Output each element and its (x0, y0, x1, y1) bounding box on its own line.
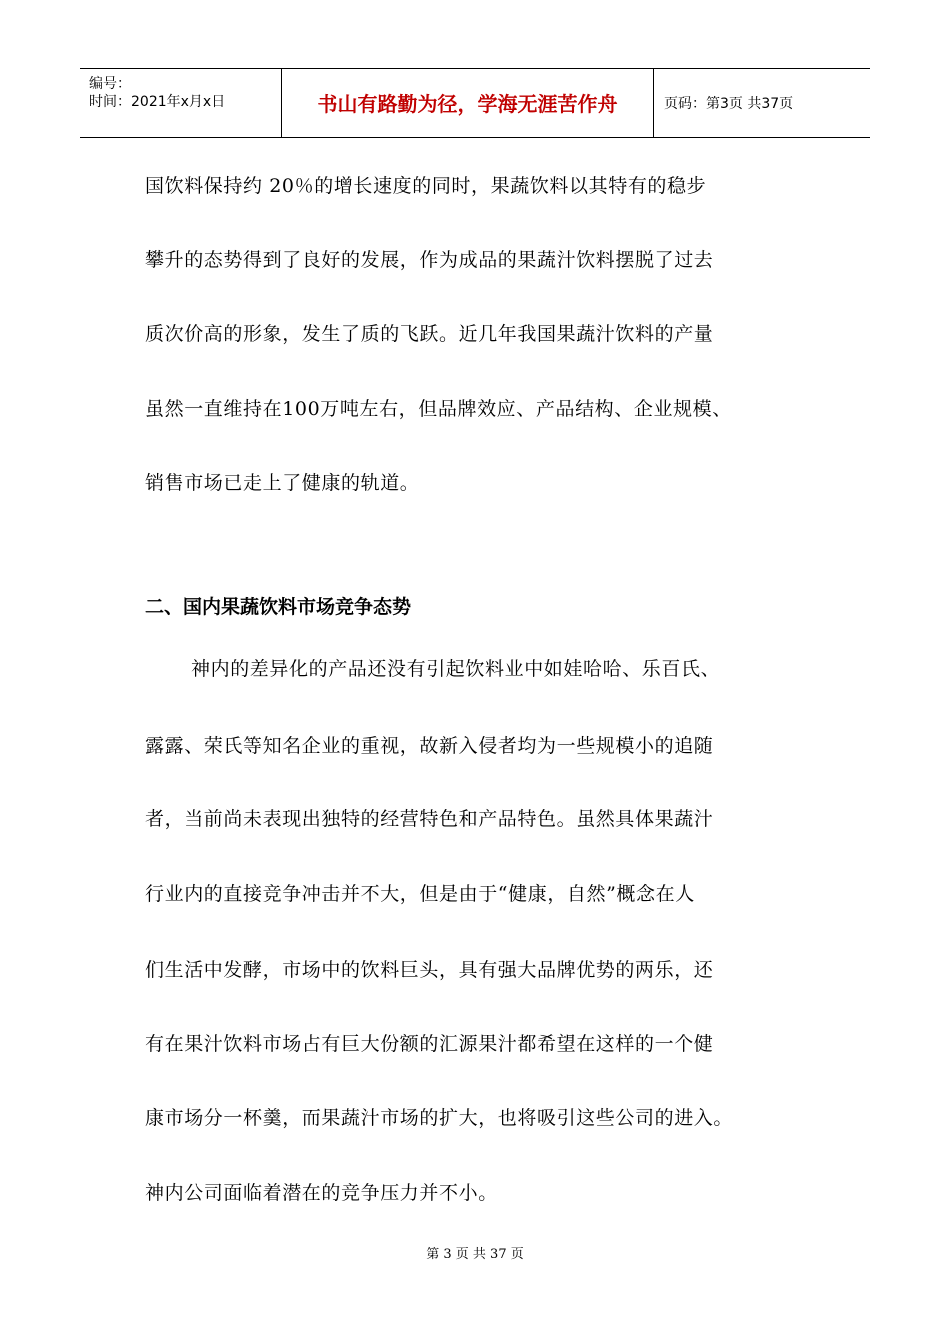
paragraph-1-line-5: 销售市场已走上了健康的轨道。 (145, 472, 420, 494)
document-number-label: 编号： (89, 76, 131, 92)
paragraph-2-line-2: 露露、荣氏等知名企业的重视，故新入侵者均为一些规模小的追随 (145, 735, 714, 757)
header-page-cell (654, 69, 870, 137)
paragraph-2-line-8: 神内公司面临着潜在的竞争压力并不小。 (145, 1182, 498, 1204)
paragraph-2-line-4: 行业内的直接竞争冲击并不大，但是由于“健康，自然”概念在人 (145, 883, 695, 905)
paragraph-1-line-2: 攀升的态势得到了良好的发展，作为成品的果蔬汁饮料摆脱了过去 (145, 249, 714, 271)
paragraph-2-line-5: 们生活中发酵，市场中的饮料巨头，具有强大品牌优势的两乐，还 (145, 959, 714, 981)
paragraph-1-line-4: 虽然一直维持在100万吨左右，但品牌效应、产品结构、企业规模、 (145, 398, 732, 420)
paragraph-1-line-1: 国饮料保持约 20％的增长速度的同时，果蔬饮料以其特有的稳步 (145, 175, 707, 197)
section-heading: 二、国内果蔬饮料市场竞争态势 (145, 596, 412, 618)
header-motto-cell (282, 69, 654, 137)
header-info-cell (80, 69, 282, 137)
header-page-info: 页码：第3页 共37页 (664, 96, 794, 112)
document-date: 时间：2021年x月x日 (89, 94, 226, 110)
paragraph-2-line-3: 者，当前尚未表现出独特的经营特色和产品特色。虽然具体果蔬汁 (145, 808, 714, 830)
page-header (80, 68, 870, 138)
paragraph-2-line-7: 康市场分一杯羹，而果蔬汁市场的扩大，也将吸引这些公司的进入。 (145, 1107, 734, 1129)
header-motto: 书山有路勤为径，学海无涯苦作舟 (317, 92, 618, 116)
page-footer: 第 3 页 共 37 页 (426, 1247, 524, 1262)
paragraph-2-line-6: 有在果汁饮料市场占有巨大份额的汇源果汁都希望在这样的一个健 (145, 1033, 714, 1055)
paragraph-2-line-1: 神内的差异化的产品还没有引起饮料业中如娃哈哈、乐百氏、 (191, 658, 721, 680)
paragraph-1-line-3: 质次价高的形象，发生了质的飞跃。近几年我国果蔬汁饮料的产量 (145, 323, 714, 345)
